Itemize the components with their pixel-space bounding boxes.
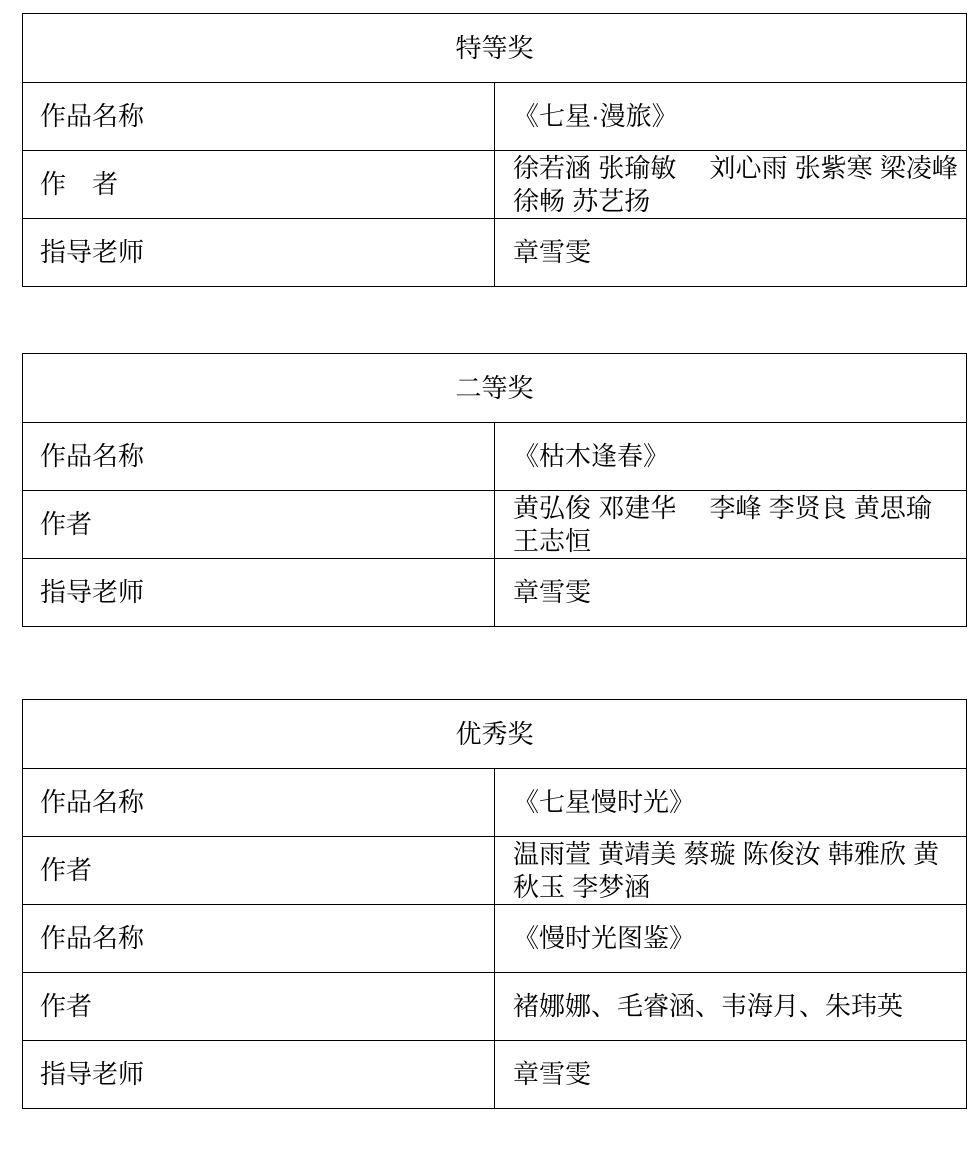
row-label: 作品名称 (23, 905, 495, 973)
row-value: 褚娜娜、毛睿涵、韦海月、朱玮英 (495, 973, 967, 1041)
table-row (23, 769, 967, 837)
table-row (23, 151, 967, 219)
row-value: 章雪雯 (495, 219, 967, 287)
table-row (23, 905, 967, 973)
row-label: 指导老师 (23, 559, 495, 627)
award-table-special-prize (22, 13, 967, 287)
row-label: 作 者 (23, 151, 495, 219)
row-value: 章雪雯 (495, 559, 967, 627)
row-value: 温雨萱 黄靖美 蔡璇 陈俊汝 韩雅欣 黄秋玉 李梦涵 (495, 837, 967, 905)
table-row (23, 219, 967, 287)
row-value: 徐若涵 张瑜敏 刘心雨 张紫寒 梁凌峰 徐畅 苏艺扬 (495, 151, 967, 219)
row-value: 《七星慢时光》 (495, 769, 967, 837)
row-label: 作品名称 (23, 769, 495, 837)
table-header-row (23, 14, 967, 83)
row-value: 黄弘俊 邓建华 李峰 李贤良 黄思瑜 王志恒 (495, 491, 967, 559)
row-label: 作者 (23, 973, 495, 1041)
row-value: 《枯木逢春》 (495, 423, 967, 491)
row-value: 《七星·漫旅》 (495, 83, 967, 151)
table-title: 优秀奖 (23, 700, 967, 769)
row-value: 《慢时光图鉴》 (495, 905, 967, 973)
table-row (23, 423, 967, 491)
table-header-row (23, 354, 967, 423)
row-label: 作品名称 (23, 83, 495, 151)
row-value: 章雪雯 (495, 1041, 967, 1109)
row-label: 作者 (23, 491, 495, 559)
table-row (23, 559, 967, 627)
row-label: 指导老师 (23, 219, 495, 287)
table-row (23, 491, 967, 559)
table-row (23, 837, 967, 905)
row-label: 作者 (23, 837, 495, 905)
table-title: 特等奖 (23, 14, 967, 83)
award-table-second-prize (22, 353, 967, 627)
row-label: 作品名称 (23, 423, 495, 491)
row-label: 指导老师 (23, 1041, 495, 1109)
award-table-excellence-award (22, 699, 967, 1109)
table-row (23, 973, 967, 1041)
table-header-row (23, 700, 967, 769)
table-row (23, 1041, 967, 1109)
table-title: 二等奖 (23, 354, 967, 423)
table-row (23, 83, 967, 151)
